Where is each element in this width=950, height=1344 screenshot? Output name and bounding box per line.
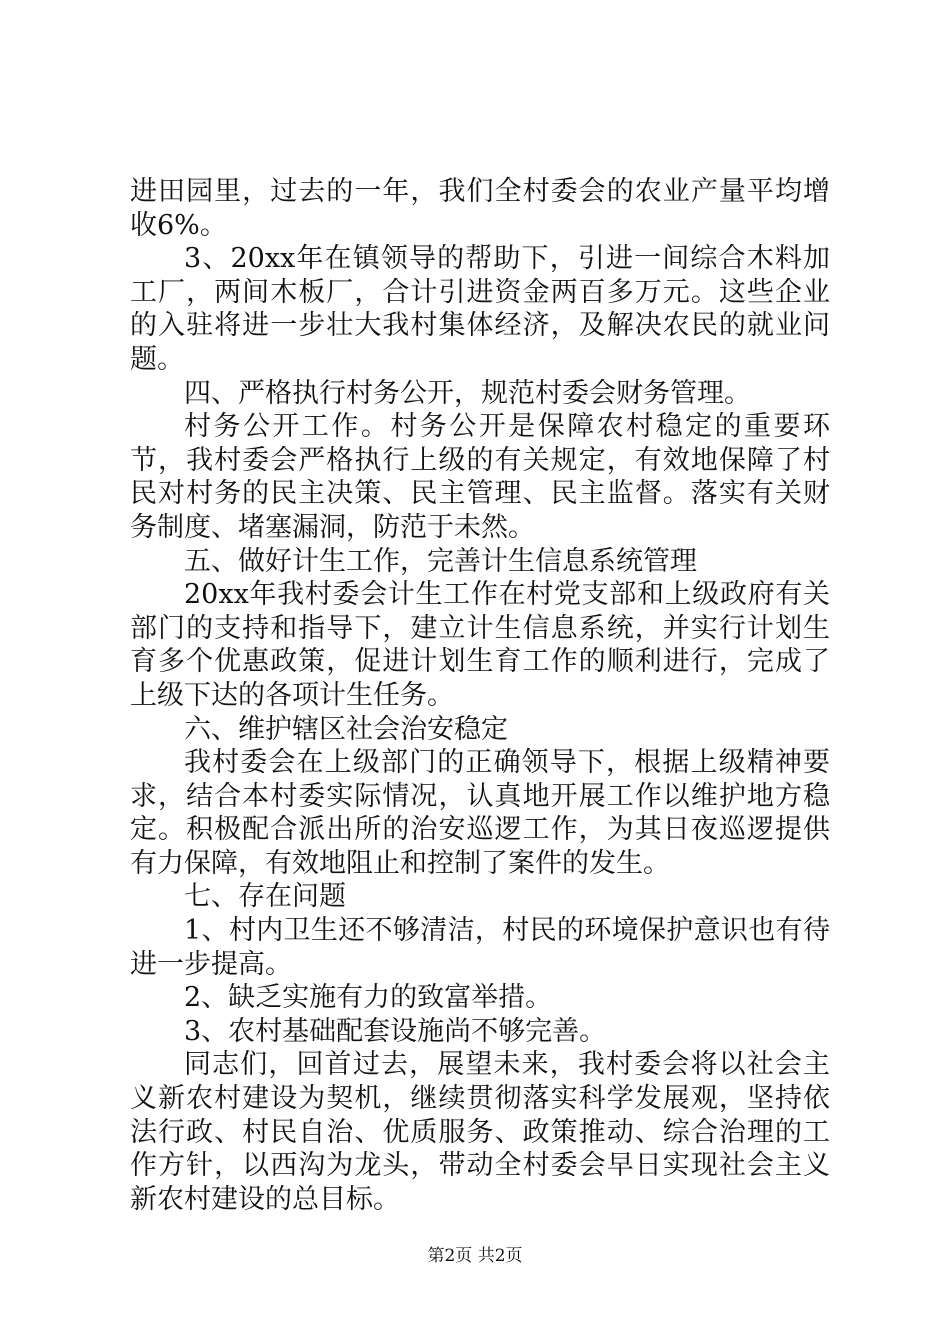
problem-item-3: 3、农村基础配套设施尚不够完善。 <box>184 1015 607 1047</box>
paragraph-4: 村务公开工作。村务公开是保障农村稳定的重要环节，我村委会严格执行上级的有关规定，有效地保障了村民对村务的民主决策、民主管理、民主监督。落实有关财务制度、堵塞漏洞，防范于未然。 <box>130 411 830 543</box>
paragraph-1: 进田园里，过去的一年，我们全村委会的农业产量平均增收6%。 <box>130 176 830 241</box>
section-heading-7: 七、存在问题 <box>184 881 346 913</box>
page-footer: 第2页 共2页 <box>427 1246 523 1266</box>
section-heading-6: 六、维护辖区社会治安稳定 <box>184 713 508 745</box>
paragraph-8: 我村委会在上级部门的正确领导下，根据上级精神要求，结合本村委实际情况，认真地开展工作以维护地方稳定。积极配合派出所的治安巡逻工作，为其日夜巡逻提供有力保障，有效地阻止和控制了案件的发生。 <box>130 747 830 879</box>
problem-item-1: 1、村内卫生还不够清洁，村民的环境保护意识也有待进一步提高。 <box>130 915 830 980</box>
paragraph-2: 3、20xx年在镇领导的帮助下，引进一间综合木料加工厂，两间木板厂，合计引进资金两百多万元。这些企业的入驻将进一步壮大我村集体经济，及解决农民的就业问题。 <box>130 243 830 375</box>
section-heading-5: 五、做好计生工作，完善计生信息系统管理 <box>184 545 697 577</box>
section-heading-4: 四、严格执行村务公开，规范村委会财务管理。 <box>184 377 751 409</box>
document-body <box>130 175 830 1216</box>
problem-item-2: 2、缺乏实施有力的致富举措。 <box>184 982 553 1014</box>
paragraph-6: 20xx年我村委会计生工作在村党支部和上级政府有关部门的支持和指导下，建立计生信息系统，并实行计划生育多个优惠政策，促进计划生育工作的顺利进行，完成了上级下达的各项计生任务。 <box>130 579 830 711</box>
closing-paragraph: 同志们，回首过去，展望未来，我村委会将以社会主义新农村建设为契机，继续贯彻落实科学发展观，坚持依法行政、村民自治、优质服务、政策推动、综合治理的工作方针，以西沟为龙头，带动全村委会早日实现社会主义新农村建设的总目标。 <box>130 1049 830 1215</box>
